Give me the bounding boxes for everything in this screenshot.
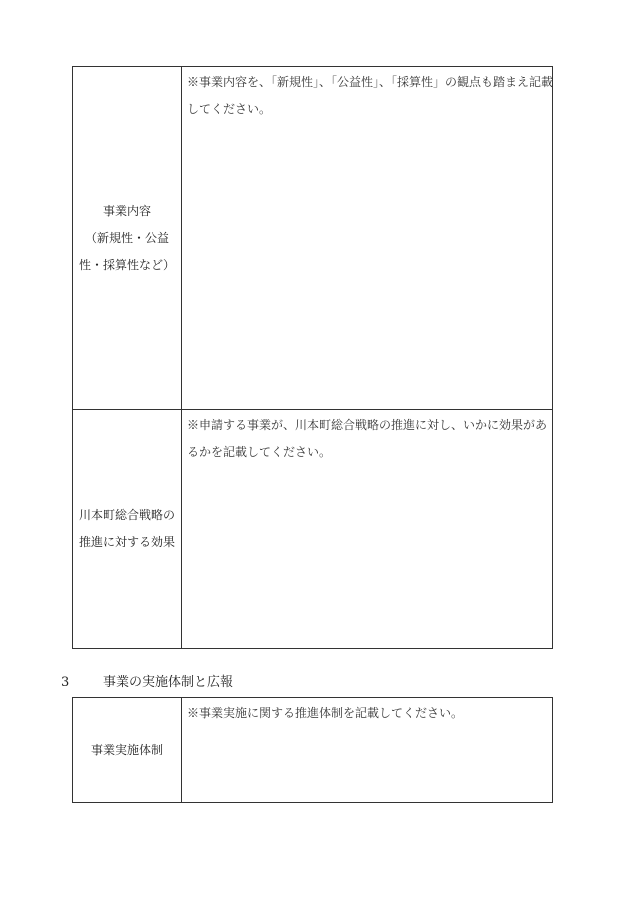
business-content-label — [73, 67, 182, 410]
strategy-effect-input-area[interactable] — [182, 410, 553, 649]
business-content-label-line-3: 性・採算性など） — [78, 257, 175, 272]
strategy-effect-label-line-1: 川本町総合戦略の — [78, 508, 175, 522]
implementation-system-row — [73, 698, 553, 803]
strategy-effect-note-line-1: ※申請する事業が、川本町総合戦略の推進に対し、いかに効果があ — [187, 418, 548, 432]
strategy-effect-note-line-2: るかを記載してください。 — [187, 445, 332, 459]
section-3-number: 3 — [61, 675, 70, 690]
strategy-effect-label — [73, 410, 182, 649]
business-content-label-line-2: （新規性・公益 — [84, 230, 169, 245]
business-content-row — [73, 67, 553, 410]
business-content-label-line-1: 事業内容 — [102, 203, 151, 218]
business-content-input-area[interactable] — [182, 67, 553, 410]
implementation-system-label — [73, 698, 182, 803]
strategy-effect-label-line-2: 推進に対する効果 — [78, 535, 175, 549]
business-content-note-line-1: ※事業内容を、「新規性」、「公益性」、「採算性」の観点も踏まえ記載 — [187, 75, 554, 89]
implementation-table — [72, 697, 553, 803]
business-content-note-line-2: してください。 — [187, 102, 272, 116]
implementation-system-input-area[interactable] — [182, 698, 553, 803]
application-form-table — [72, 66, 553, 649]
implementation-system-note: ※事業実施に関する推進体制を記載してください。 — [187, 706, 464, 720]
strategy-effect-row — [73, 410, 553, 649]
implementation-system-label-line: 事業実施体制 — [90, 742, 163, 757]
section-3-title: 事業の実施体制と広報 — [103, 675, 234, 690]
section-3-heading — [61, 674, 233, 692]
